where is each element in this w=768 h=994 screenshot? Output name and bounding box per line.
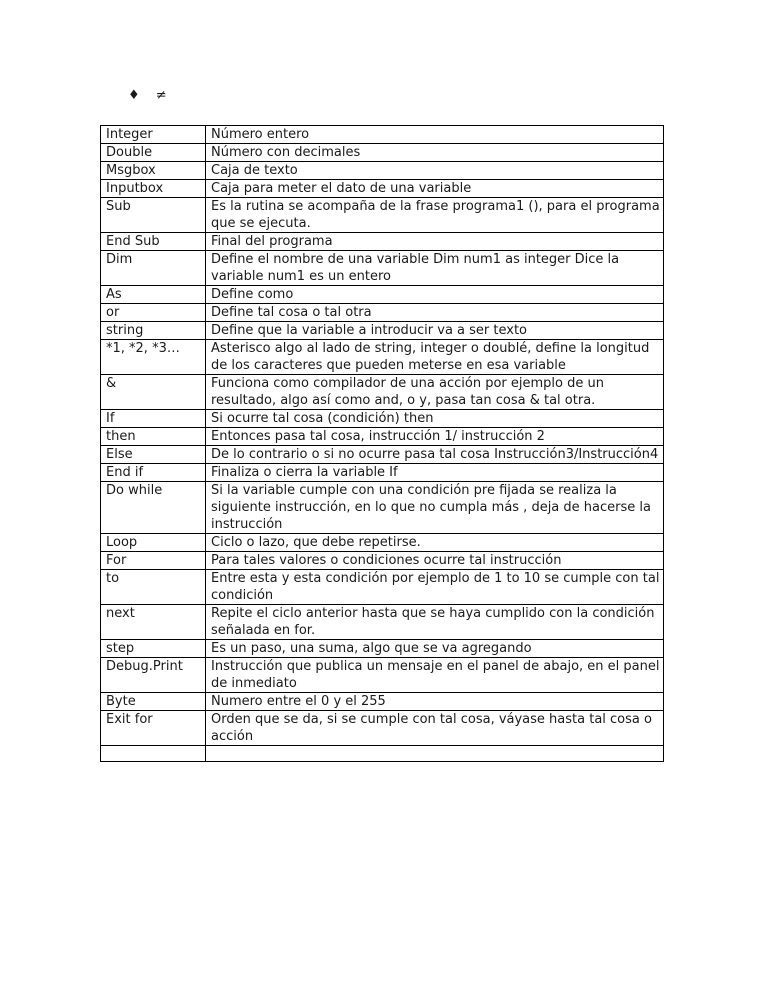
not-equal-symbol: ≠: [155, 88, 167, 103]
table-row: [101, 746, 664, 762]
definition-cell: Entonces pasa tal cosa, instrucción 1/ instrucción 2: [206, 428, 664, 446]
glossary-body: [101, 126, 664, 762]
table-row: [101, 658, 664, 693]
table-row: [101, 144, 664, 162]
table-row: [101, 570, 664, 605]
table-row: [101, 286, 664, 304]
definition-cell: [206, 746, 664, 762]
definition-cell: Asterisco algo al lado de string, integer o doublé, define la longitud de los caracteres que pueden meterse en esa variable: [206, 340, 664, 375]
definition-cell: Si la variable cumple con una condición pre fijada se realiza la siguiente instrucción, en lo que no cumpla más , deja de hacerse la instrucción: [206, 482, 664, 534]
table-row: [101, 464, 664, 482]
term-cell: or: [101, 304, 206, 322]
term-cell: For: [101, 552, 206, 570]
table-row: [101, 711, 664, 746]
term-cell: to: [101, 570, 206, 605]
definition-cell: Para tales valores o condiciones ocurre tal instrucción: [206, 552, 664, 570]
definition-cell: Ciclo o lazo, que debe repetirse.: [206, 534, 664, 552]
term-cell: Debug.Print: [101, 658, 206, 693]
table-row: [101, 233, 664, 251]
table-row: [101, 322, 664, 340]
term-cell: Sub: [101, 198, 206, 233]
table-row: [101, 162, 664, 180]
table-row: [101, 410, 664, 428]
term-cell: [101, 746, 206, 762]
table-row: [101, 340, 664, 375]
definition-cell: Número entero: [206, 126, 664, 144]
term-cell: then: [101, 428, 206, 446]
definition-cell: Es un paso, una suma, algo que se va agregando: [206, 640, 664, 658]
term-cell: Exit for: [101, 711, 206, 746]
definition-cell: Caja para meter el dato de una variable: [206, 180, 664, 198]
definition-cell: De lo contrario o si no ocurre pasa tal cosa Instrucción3/Instrucción4: [206, 446, 664, 464]
term-cell: Inputbox: [101, 180, 206, 198]
table-row: [101, 446, 664, 464]
definition-cell: Caja de texto: [206, 162, 664, 180]
term-cell: Integer: [101, 126, 206, 144]
term-cell: string: [101, 322, 206, 340]
table-row: [101, 126, 664, 144]
definition-cell: Instrucción que publica un mensaje en el panel de abajo, en el panel de inmediato: [206, 658, 664, 693]
definition-cell: Si ocurre tal cosa (condición) then: [206, 410, 664, 428]
definition-cell: Define el nombre de una variable Dim num1 as integer Dice la variable num1 es un entero: [206, 251, 664, 286]
definition-cell: Finaliza o cierra la variable If: [206, 464, 664, 482]
table-row: [101, 251, 664, 286]
table-row: [101, 605, 664, 640]
table-row: [101, 198, 664, 233]
diamond-symbol: ♦: [128, 88, 140, 103]
term-cell: Double: [101, 144, 206, 162]
term-cell: step: [101, 640, 206, 658]
term-cell: End if: [101, 464, 206, 482]
definition-cell: Es la rutina se acompaña de la frase programa1 (), para el programa que se ejecuta.: [206, 198, 664, 233]
term-cell: Dim: [101, 251, 206, 286]
term-cell: next: [101, 605, 206, 640]
table-row: [101, 482, 664, 534]
table-row: [101, 693, 664, 711]
table-row: [101, 640, 664, 658]
definition-cell: Define como: [206, 286, 664, 304]
definition-cell: Entre esta y esta condición por ejemplo de 1 to 10 se cumple con tal condición: [206, 570, 664, 605]
table-row: [101, 304, 664, 322]
table-row: [101, 534, 664, 552]
term-cell: As: [101, 286, 206, 304]
symbol-line: [128, 88, 179, 103]
term-cell: If: [101, 410, 206, 428]
table-row: [101, 428, 664, 446]
term-cell: Msgbox: [101, 162, 206, 180]
definition-cell: Final del programa: [206, 233, 664, 251]
table-row: [101, 552, 664, 570]
term-cell: *1, *2, *3…: [101, 340, 206, 375]
term-cell: Do while: [101, 482, 206, 534]
term-cell: Loop: [101, 534, 206, 552]
definition-cell: Numero entre el 0 y el 255: [206, 693, 664, 711]
term-cell: &: [101, 375, 206, 410]
definition-cell: Número con decimales: [206, 144, 664, 162]
glossary-table: [100, 125, 664, 762]
definition-cell: Funciona como compilador de una acción por ejemplo de un resultado, algo así como and, o y, pasa tan cosa & tal otra.: [206, 375, 664, 410]
definition-cell: Repite el ciclo anterior hasta que se haya cumplido con la condición señalada en for.: [206, 605, 664, 640]
definition-cell: Define tal cosa o tal otra: [206, 304, 664, 322]
definition-cell: Define que la variable a introducir va a ser texto: [206, 322, 664, 340]
definition-cell: Orden que se da, si se cumple con tal cosa, váyase hasta tal cosa o acción: [206, 711, 664, 746]
term-cell: Else: [101, 446, 206, 464]
table-row: [101, 375, 664, 410]
term-cell: End Sub: [101, 233, 206, 251]
term-cell: Byte: [101, 693, 206, 711]
table-row: [101, 180, 664, 198]
